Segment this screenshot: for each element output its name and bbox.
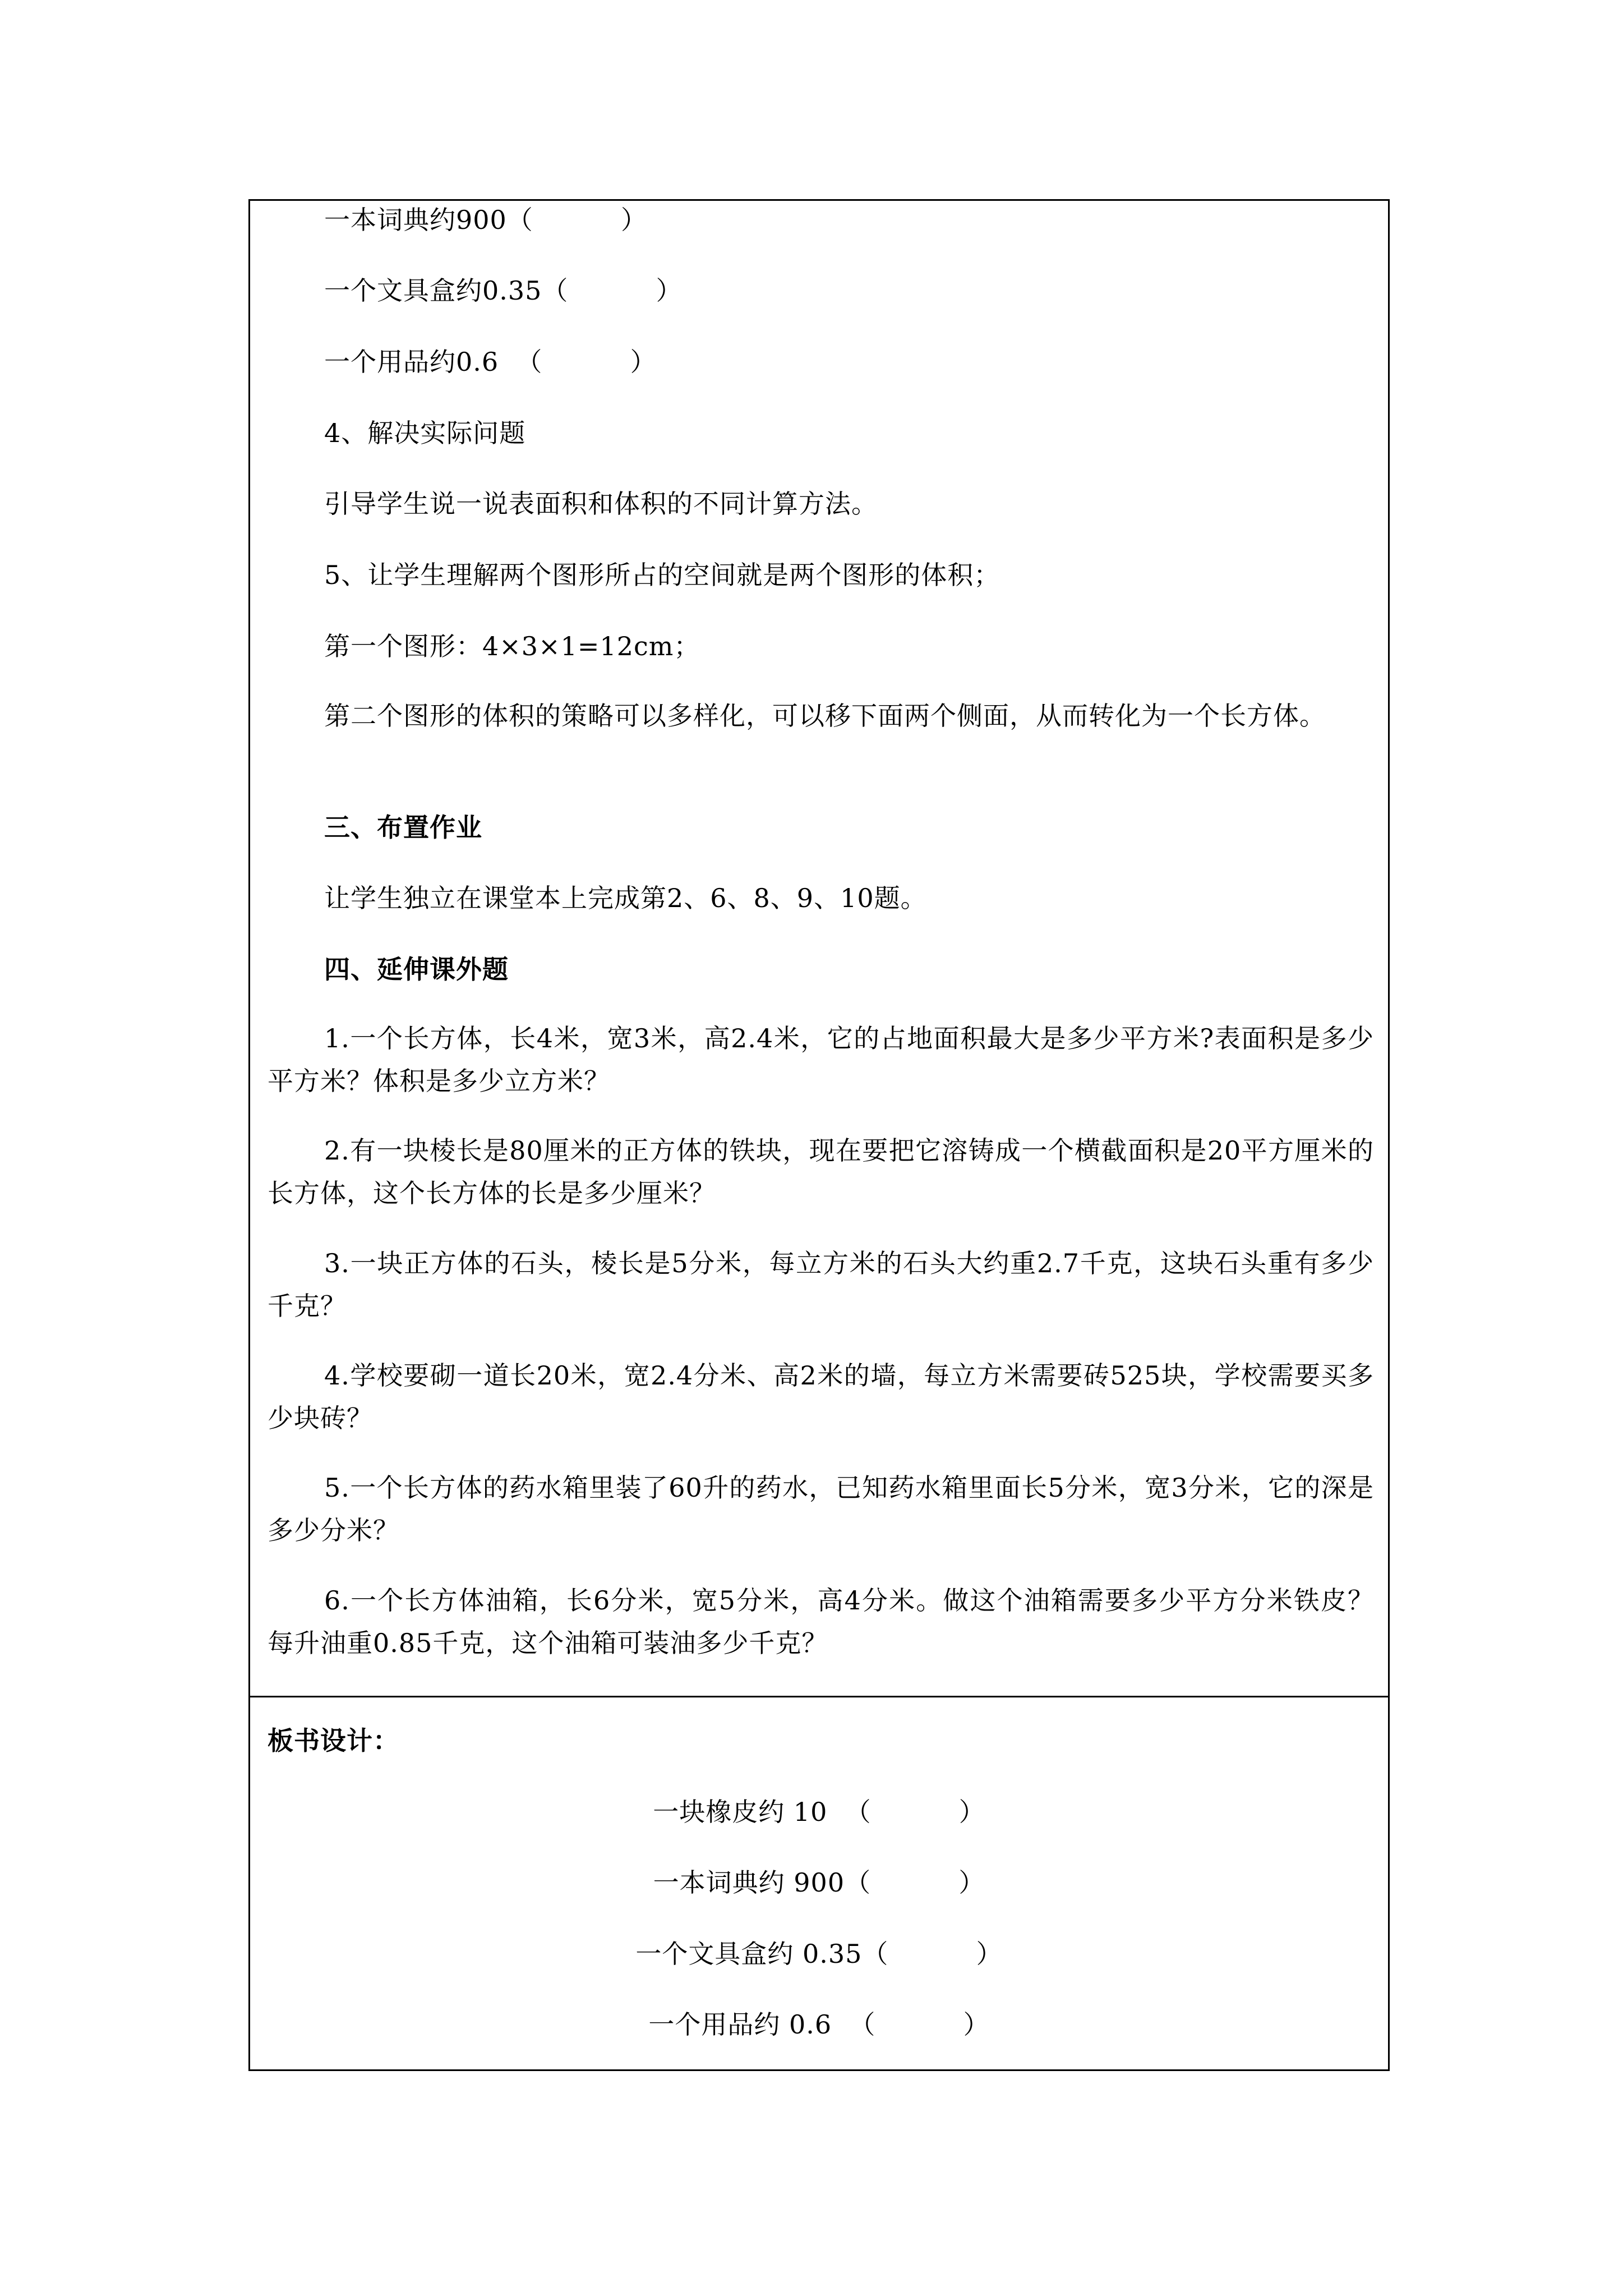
estimate-line-item: 一个用品约0.6 （ ）	[324, 347, 657, 377]
board-design-cell	[250, 1697, 1388, 2069]
step-4-text: 引导学生说一说表面积和体积的不同计算方法。	[324, 489, 878, 519]
homework-heading: 三、布置作业	[324, 812, 482, 843]
teaching-process-cell	[250, 201, 1388, 1697]
estimate-line-pencil-box: 一个文具盒约0.35（ ）	[324, 275, 683, 306]
figure-2-paragraph: 第二个图形的体积的策略可以多样化，可以移下面两个侧面，从而转化为一个长方体。	[324, 701, 1326, 731]
extension-heading: 四、延伸课外题	[324, 954, 509, 984]
step-5-text: 5、让学生理解两个图形所占的空间就是两个图形的体积；	[324, 560, 1000, 590]
estimate-line-dictionary: 一本词典约900（ ）	[324, 205, 648, 235]
board-line-pencil-box: 一个文具盒约 0.35（ ）	[635, 1939, 1003, 1969]
board-line-dictionary: 一本词典约 900（ ）	[653, 1867, 985, 1898]
problem-2: 2.有一块棱长是80厘米的正方体的铁块，现在要把它溶铸成一个横截面积是20平方厘米的长方体，这个长方体的长是多少厘米？	[268, 1135, 1374, 1208]
step-4-heading: 4、解决实际问题	[324, 418, 526, 448]
board-design-heading: 板书设计：	[268, 1726, 399, 1756]
board-line-item: 一个用品约 0.6 （ ）	[648, 2009, 990, 2040]
lesson-plan-table	[248, 199, 1390, 2071]
problem-3: 3.一块正方体的石头，棱长是5分米，每立方米的石头大约重2.7千克，这块石头重有多少千克？	[268, 1248, 1374, 1321]
problem-5: 5.一个长方体的药水箱里装了60升的药水，已知药水箱里面长5分米，宽3分米，它的深是多少分米？	[268, 1473, 1374, 1545]
problem-4: 4.学校要砌一道长20米，宽2.4分米、高2米的墙，每立方米需要砖525块，学校需要买多少块砖？	[268, 1360, 1374, 1433]
figure-1-calculation: 第一个图形：4×3×1=12cm；	[324, 631, 700, 661]
problem-1: 1.一个长方体，长4米，宽3米，高2.4米，它的占地面积最大是多少平方米?表面积是多少平方米？体积是多少立方米？	[268, 1023, 1374, 1096]
board-line-eraser: 一块橡皮约 10 （ ）	[653, 1797, 985, 1827]
problem-6: 6.一个长方体油箱，长6分米，宽5分米，高4分米。做这个油箱需要多少平方分米铁皮？每升油重0.85千克，这个油箱可装油多少千克？	[268, 1585, 1374, 1658]
homework-text: 让学生独立在课堂本上完成第2、6、8、9、10题。	[324, 883, 927, 913]
